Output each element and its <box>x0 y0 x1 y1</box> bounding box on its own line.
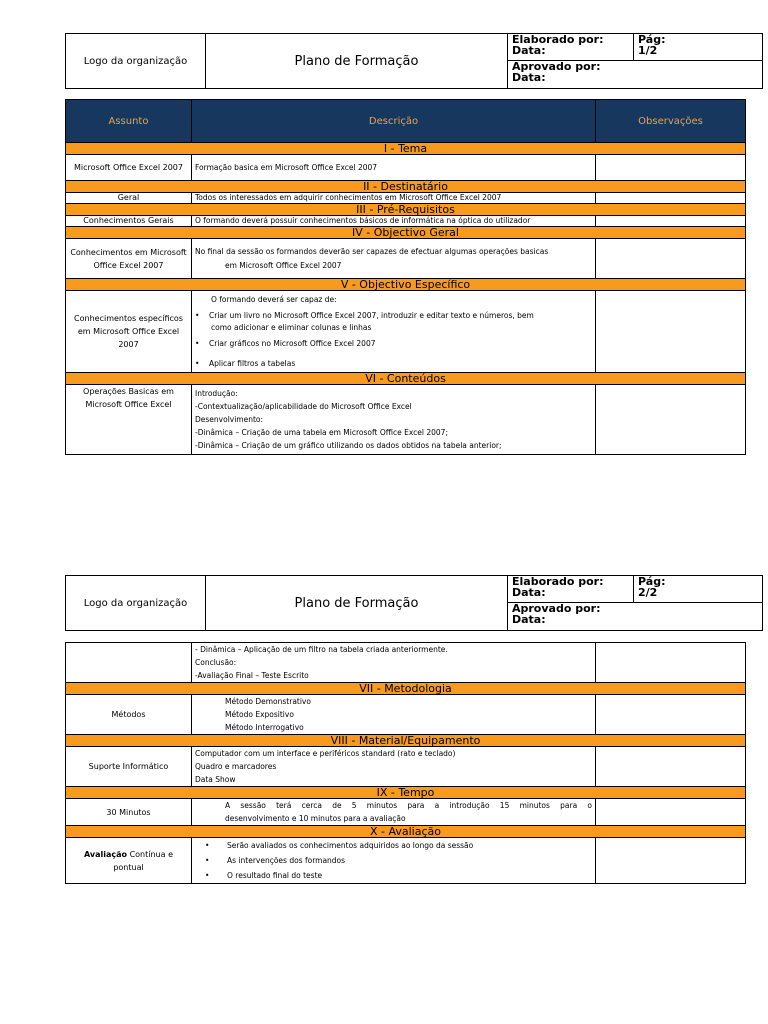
page-number-block <box>634 576 763 603</box>
approved-by-label: Aprovado por: <box>512 602 601 615</box>
subject-cell <box>66 643 192 683</box>
description-cell <box>192 838 596 884</box>
description-cell: Todos os interessados em adquirir conhecimentos em Microsoft Office Excel 2007 <box>192 193 596 204</box>
table-row <box>66 155 746 181</box>
logo-placeholder: Logo da organização <box>66 34 206 89</box>
subject-cell: Microsoft Office Excel 2007 <box>66 155 192 181</box>
page-number-block <box>634 34 763 61</box>
section-header-time: IX - Tempo <box>66 787 746 799</box>
prepared-by-label: Elaborado por: <box>512 33 604 46</box>
description-cell: O formando deverá possuir conhecimentos básicos de informática na óptica do utilizador <box>192 216 596 227</box>
observations-cell <box>596 239 746 279</box>
bullet-item: • O resultado final do teste <box>195 868 592 883</box>
observations-cell <box>596 799 746 826</box>
subject-cell: 30 Minutos <box>66 799 192 826</box>
approved-by-block <box>508 61 763 89</box>
page2-header <box>65 575 763 631</box>
page-number: 1/2 <box>638 44 658 57</box>
table-row <box>66 193 746 204</box>
table-row <box>66 695 746 735</box>
description-cell: Computador com um interface e periféricos standard (rato e teclado) Quadro e marcadores Data Show <box>192 747 596 787</box>
description-cell: No final da sessão os formandos deverão ser capazes de efectuar algumas operações basicas em Microsoft Office Excel 2007 <box>192 239 596 279</box>
page1-plan-table <box>65 99 746 455</box>
table-row <box>66 216 746 227</box>
observations-cell <box>596 216 746 227</box>
section-header-assessment: X - Avaliação <box>66 826 746 838</box>
date-label: Data: <box>512 44 546 57</box>
observations-cell <box>596 643 746 683</box>
observations-cell <box>596 385 746 455</box>
page-label: Pág: <box>638 575 666 588</box>
observations-cell <box>596 695 746 735</box>
observations-cell <box>596 838 746 884</box>
description-cell: - Dinâmica – Aplicação de um filtro na tabela criada anteriormente. Conclusão: -Avaliação Final – Teste Escrito <box>192 643 596 683</box>
section-header-equipment: VIII - Material/Equipamento <box>66 735 746 747</box>
page2-plan-table <box>65 642 746 884</box>
prepared-by-label: Elaborado por: <box>512 575 604 588</box>
approved-by-label: Aprovado por: <box>512 60 601 73</box>
subject-cell: Suporte Informático <box>66 747 192 787</box>
section-header-methodology: VII - Metodologia <box>66 683 746 695</box>
description-cell: O formando deverá ser capaz de: • Criar um livro no Microsoft Office Excel 2007, introduzir e editar texto e números, bem como adicionar e eliminar colunas e linhas • Criar gráficos no Microsoft Office Excel 2007 • Aplicar filtros a tabelas <box>192 291 596 373</box>
bullet-item: • Serão avaliados os conhecimentos adquiridos ao longo da sessão <box>195 838 592 853</box>
subject-cell: Operações Basicas em Microsoft Office Excel <box>66 385 192 455</box>
prepared-by-block <box>508 34 634 61</box>
column-header-description: Descrição <box>192 100 596 143</box>
observations-cell <box>596 193 746 204</box>
bullet-item: • As intervenções dos formandos <box>195 853 592 868</box>
page1-header <box>65 33 763 89</box>
date-label: Data: <box>512 613 546 626</box>
table-row <box>66 385 746 455</box>
subject-cell: Avaliação Contínua e pontual <box>66 838 192 884</box>
description-cell: Introdução: -Contextualização/aplicabilidade do Microsoft Office Excel Desenvolvimento: -Dinâmica – Criação de uma tabela em Microsoft Office Excel 2007; -Dinâmica – Criação de um gráfico utilizando os dados obtidos na tabela anterior; <box>192 385 596 455</box>
subject-cell: Métodos <box>66 695 192 735</box>
column-header-observations: Observações <box>596 100 746 143</box>
date-label: Data: <box>512 586 546 599</box>
section-header-prerequisites: III - Pré-Requisitos <box>66 204 746 216</box>
page-label: Pág: <box>638 33 666 46</box>
section-header-specific-objective: V - Objectivo Específico <box>66 279 746 291</box>
page-number: 2/2 <box>638 586 658 599</box>
description-cell: A sessão terá cerca de 5 minutos para a introdução 15 minutos para o desenvolvimento e 10 minutos para a avaliação <box>192 799 596 826</box>
bullet-item: • Aplicar filtros a tabelas <box>195 358 592 370</box>
subject-cell: Conhecimentos em Microsoft Office Excel 2007 <box>66 239 192 279</box>
approved-by-block <box>508 603 763 631</box>
bullet-item: • Criar gráficos no Microsoft Office Excel 2007 <box>195 338 592 350</box>
observations-cell <box>596 747 746 787</box>
column-header-row <box>66 100 746 143</box>
section-header-contents: VI - Conteúdos <box>66 373 746 385</box>
subject-cell: Conhecimentos Gerais <box>66 216 192 227</box>
description-cell: Método Demonstrativo Método Expositivo Método Interrogativo <box>192 695 596 735</box>
date-label: Data: <box>512 71 546 84</box>
table-row <box>66 838 746 884</box>
plan-title: Plano de Formação <box>206 576 508 631</box>
description-cell: Formação basica em Microsoft Office Excel 2007 <box>192 155 596 181</box>
bullet-item: • Criar um livro no Microsoft Office Excel 2007, introduzir e editar texto e números, bem <box>195 310 592 322</box>
logo-placeholder: Logo da organização <box>66 576 206 631</box>
section-header-general-objective: IV - Objectivo Geral <box>66 227 746 239</box>
subject-cell: Conhecimentos específicos em Microsoft Office Excel 2007 <box>66 291 192 373</box>
prepared-by-block <box>508 576 634 603</box>
table-row <box>66 799 746 826</box>
observations-cell <box>596 291 746 373</box>
section-header-theme: I - Tema <box>66 143 746 155</box>
section-header-audience: II - Destinatário <box>66 181 746 193</box>
subject-cell: Geral <box>66 193 192 204</box>
column-header-subject: Assunto <box>66 100 192 143</box>
table-row <box>66 291 746 373</box>
table-row <box>66 747 746 787</box>
observations-cell <box>596 155 746 181</box>
table-row <box>66 643 746 683</box>
plan-title: Plano de Formação <box>206 34 508 89</box>
table-row <box>66 239 746 279</box>
